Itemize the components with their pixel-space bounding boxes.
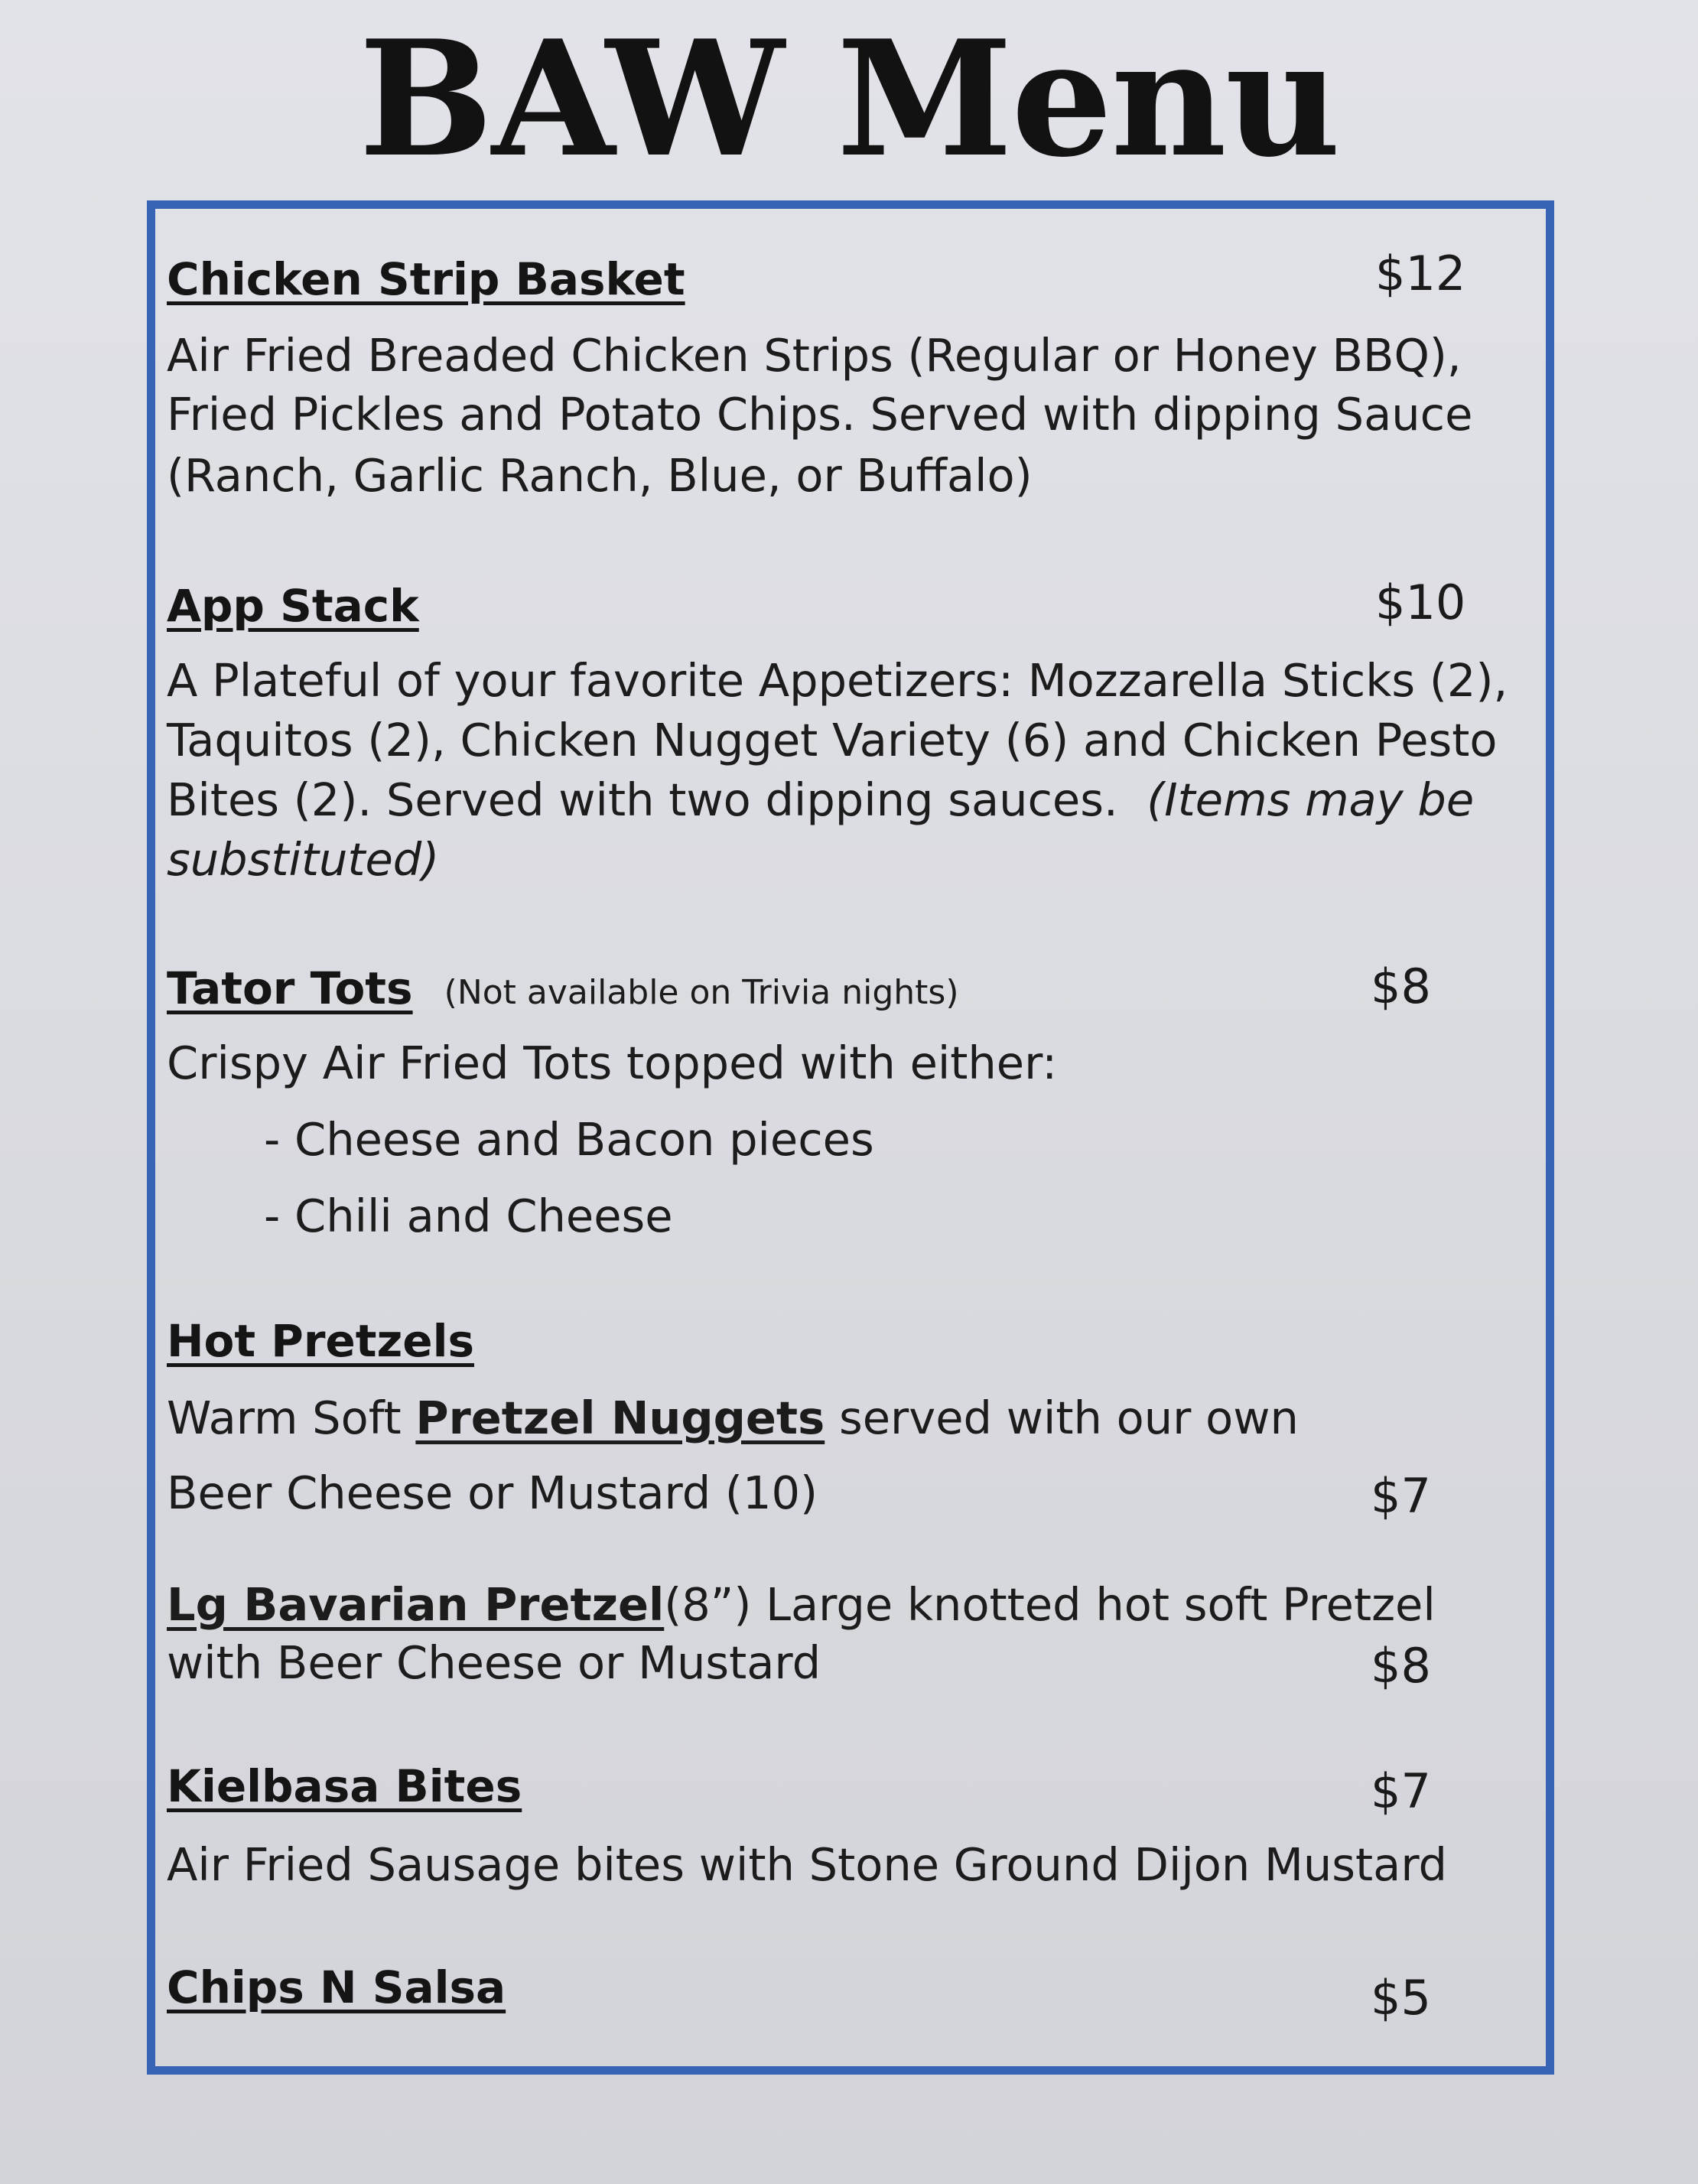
menu-title: BAW Menu (359, 6, 1339, 193)
item-desc-line: A Plateful of your favorite Appetizers: Mozzarella Sticks (2), (167, 654, 1508, 707)
item-price-tator-tots: $8 (1371, 959, 1431, 1014)
item-desc-line: Air Fried Breaded Chicken Strips (Regular or Honey BBQ), (167, 329, 1462, 382)
item-desc-line: Beer Cheese or Mustard (10) (167, 1466, 818, 1519)
item-availability-note: (Not available on Trivia nights) (444, 973, 959, 1012)
item-desc-line: with Beer Cheese or Mustard (167, 1636, 821, 1689)
item-desc-text: Warm Soft (167, 1391, 402, 1444)
item-name-chips-n-salsa: Chips N Salsa (167, 1961, 506, 2013)
item-option: - Cheese and Bacon pieces (264, 1113, 874, 1166)
item-desc-line (167, 1574, 1436, 1636)
item-desc-line (167, 770, 1474, 831)
item-desc-line: Air Fried Sausage bites with Stone Ground Dijon Mustard (167, 1838, 1448, 1891)
item-desc-text: (8”) Large knotted hot soft Pretzel (664, 1578, 1436, 1631)
item-header-tator-tots (167, 958, 958, 1024)
item-desc-text: served with our own (839, 1391, 1299, 1444)
item-highlight-pretzel-nuggets: Pretzel Nuggets (415, 1391, 825, 1444)
item-desc-line: (Ranch, Garlic Ranch, Blue, or Buffalo) (167, 449, 1033, 502)
item-price-kielbasa-bites: $7 (1371, 1763, 1431, 1819)
item-desc-line: Fried Pickles and Potato Chips. Served with dipping Sauce (167, 388, 1473, 441)
item-desc-line: Taquitos (2), Chicken Nugget Variety (6) and Chicken Pesto (167, 714, 1498, 767)
item-name-lg-bavarian-pretzel: Lg Bavarian Pretzel (167, 1578, 665, 1631)
item-desc-text: Bites (2). Served with two dipping sauces. (167, 773, 1118, 826)
item-option: - Chili and Cheese (264, 1190, 673, 1242)
item-price-chicken-strip-basket: $12 (1375, 246, 1466, 301)
item-price-lg-bavarian-pretzel: $8 (1371, 1638, 1431, 1694)
item-desc-italic-note: (Items may be (1147, 773, 1475, 826)
item-name-kielbasa-bites: Kielbasa Bites (167, 1760, 522, 1812)
item-desc-line: Crispy Air Fried Tots topped with either: (167, 1037, 1058, 1089)
item-price-chips-n-salsa: $5 (1371, 1970, 1431, 2026)
item-price-hot-pretzels: $7 (1371, 1468, 1431, 1524)
item-desc-line (167, 1388, 1299, 1449)
item-name-tator-tots: Tator Tots (167, 962, 413, 1014)
item-name-hot-pretzels: Hot Pretzels (167, 1315, 474, 1367)
item-price-app-stack: $10 (1375, 574, 1466, 630)
item-desc-italic-note: substituted) (167, 833, 440, 886)
item-name-chicken-strip-basket: Chicken Strip Basket (167, 253, 685, 305)
item-name-app-stack: App Stack (167, 580, 419, 632)
